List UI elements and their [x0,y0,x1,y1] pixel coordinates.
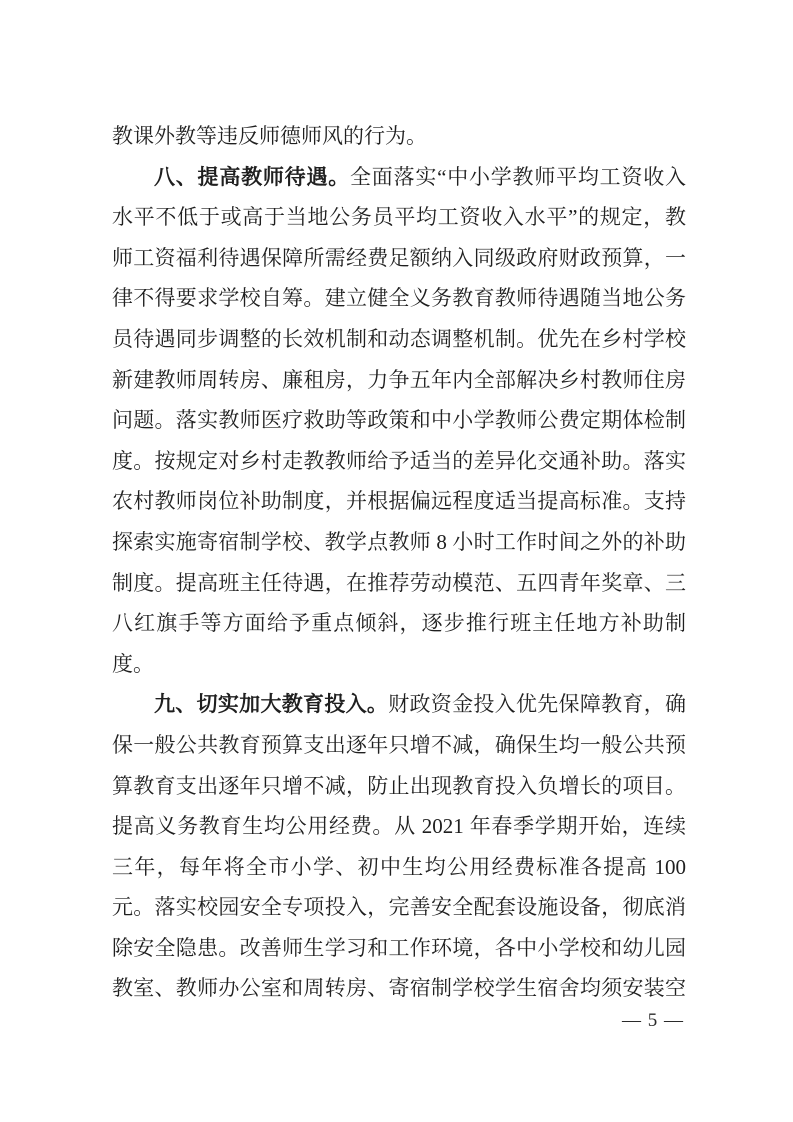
page-number: — 5 — [622,1010,684,1031]
text-line: 元。落实校园安全专项投入，完善安全配套设施设备，彻底消 [112,895,686,920]
text-line: 农村教师岗位补助制度，并根据偏远程度适当提高标准。支持 [112,489,686,514]
text-line: 员待遇同步调整的长效机制和动态调整机制。优先在乡村学校 [112,326,686,351]
paragraph-first-line [112,157,686,198]
text-line: 算教育支出逐年只增不减，防止出现教育投入负增长的项目。 [112,773,686,798]
text-line: 律不得要求学校自筹。建立健全义务教育教师待遇随当地公务 [112,286,686,311]
text-line: 保一般公共教育预算支出逐年只增不减，确保生均一般公共预 [112,732,686,757]
text-line: 问题。落实教师医疗救助等政策和中小学教师公费定期体检制 [112,408,686,433]
text-run: 财政资金投入优先保障教育，确 [388,692,687,717]
text-line: 除安全隐患。改善师生学习和工作环境，各中小学校和幼儿园 [112,935,686,960]
section-heading: 八、提高教师待遇。 [154,165,351,189]
paragraph-first-line [112,684,686,725]
text-line: 度。按规定对乡村走教教师给予适当的差异化交通补助。落实 [112,448,686,473]
text-line: 八红旗手等方面给予重点倾斜，逐步推行班主任地方补助制 [112,611,686,636]
text-line: 师工资福利待遇保障所需经费足额纳入同级政府财政预算，一 [112,245,686,270]
text-line: 教室、教师办公室和周转房、寄宿制学校学生宿舍均须安装空 [112,976,686,1001]
text-line: 探索实施寄宿制学校、教学点教师 8 小时工作时间之外的补助 [112,529,686,554]
text-line: 制度。提高班主任待遇，在推荐劳动模范、五四青年奖章、三 [112,570,686,595]
text-line: 三年，每年将全市小学、初中生均公用经费标准各提高 100 [112,854,686,879]
document-body [112,116,686,1009]
text-line: 度。 [112,651,154,676]
text-line: 提高义务教育生均公用经费。从 2021 年春季学期开始，连续 [112,814,686,839]
text-line: 新建教师周转房、廉租房，力争五年内全部解决乡村教师住房 [112,367,686,392]
text-line: 水平不低于或高于当地公务员平均工资收入水平”的规定，教 [112,205,686,230]
text-run: 全面落实“中小学教师平均工资收入 [350,164,687,189]
section-heading: 九、切实加大教育投入。 [154,693,389,717]
text-line: 教课外教等违反师德师风的行为。 [112,124,427,148]
